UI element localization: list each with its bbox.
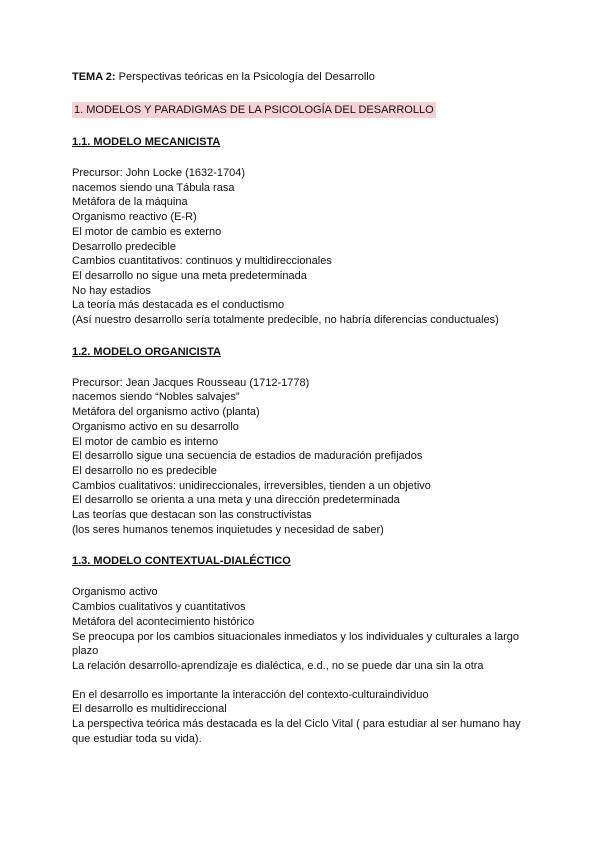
section-mecanicista xyxy=(72,135,532,328)
text-line: Organismo reactivo (E-R) xyxy=(72,211,197,224)
text-line: La perspectiva teórica más destacada es la del Ciclo Vital ( para estudiar al ser humano hay que estudiar toda su vida). xyxy=(72,718,521,745)
text-line: (Así nuestro desarrollo sería totalmente predecible, no habría diferencias conductuales) xyxy=(72,314,499,327)
text-line: La relación desarrollo-aprendizaje es dialéctica, e.d., no se puede dar una sin la otra xyxy=(72,659,484,672)
text-line: El desarrollo se orienta a una meta y una dirección predeterminada xyxy=(72,494,400,507)
document-page xyxy=(72,70,532,747)
section-organicista xyxy=(72,345,532,538)
text-line: Organismo activo xyxy=(72,586,158,599)
text-line: Cambios cuantitativos: continuos y multidireccionales xyxy=(72,255,332,268)
text-line: Metáfora de la máquina xyxy=(72,196,188,209)
text-line: Organismo activo en su desarrollo xyxy=(72,420,239,433)
text-line: nacemos siendo “Nobles salvajes” xyxy=(72,391,240,404)
text-line: La teoría más destacada es el conductismo xyxy=(72,299,285,312)
text-line: Desarrollo predecible xyxy=(72,240,176,253)
text-line: El desarrollo no sigue una meta predeterminada xyxy=(72,269,307,282)
text-line: nacemos siendo una Tábula rasa xyxy=(72,181,235,194)
text-line: El desarrollo sigue una secuencia de estadios de maduración prefijados xyxy=(72,450,423,463)
section-body xyxy=(72,376,532,538)
text-line: En el desarrollo es importante la interacción del contexto-culturaindividuo xyxy=(72,688,429,701)
section-body-continued xyxy=(72,688,532,747)
section-heading: 1.3. MODELO CONTEXTUAL-DIALÉCTICO xyxy=(72,555,291,568)
section-heading: 1.2. MODELO ORGANICISTA xyxy=(72,345,221,358)
text-line: Precursor: John Locke (1632-1704) xyxy=(72,167,246,179)
text-line: Cambios cualitativos: unidireccionales, irreversibles, tienden a un objetivo xyxy=(72,479,431,492)
text-line: Precursor: Jean Jacques Rousseau (1712-1778) xyxy=(72,376,310,389)
text-line: No hay estadios xyxy=(72,284,151,297)
section-heading: 1.1. MODELO MECANICISTA xyxy=(72,136,221,148)
text-line: El motor de cambio es externo xyxy=(72,225,222,238)
text-line: El desarrollo no es predecible xyxy=(72,464,217,477)
tema-text: Perspectivas teóricas en la Psicología del Desarrollo xyxy=(115,71,375,83)
text-line: Se preocupa por los cambios situacionales inmediatos y los individuales y culturales a largo plazo xyxy=(72,630,519,658)
document-title xyxy=(72,70,532,84)
section-body xyxy=(72,585,532,673)
section-contextual-dialectico xyxy=(72,554,532,746)
text-line: Metáfora del organismo activo (planta) xyxy=(72,406,260,419)
text-line: El motor de cambio es interno xyxy=(72,435,219,448)
text-line: El desarrollo es multidireccional xyxy=(72,703,227,716)
text-line: Cambios cualitativos y cuantitativos xyxy=(72,601,246,614)
tema-label: TEMA 2: xyxy=(72,71,116,83)
highlighted-heading: 1. MODELOS Y PARADIGMAS DE LA PSICOLOGÍA DEL DESARROLLO xyxy=(72,102,436,118)
section-body xyxy=(72,166,532,328)
text-line: Las teorías que destacan son las constructivistas xyxy=(72,509,312,522)
text-line: (los seres humanos tenemos inquietudes y necesidad de saber) xyxy=(72,523,384,536)
text-line: Metáfora del acontecimiento histórico xyxy=(72,615,255,628)
